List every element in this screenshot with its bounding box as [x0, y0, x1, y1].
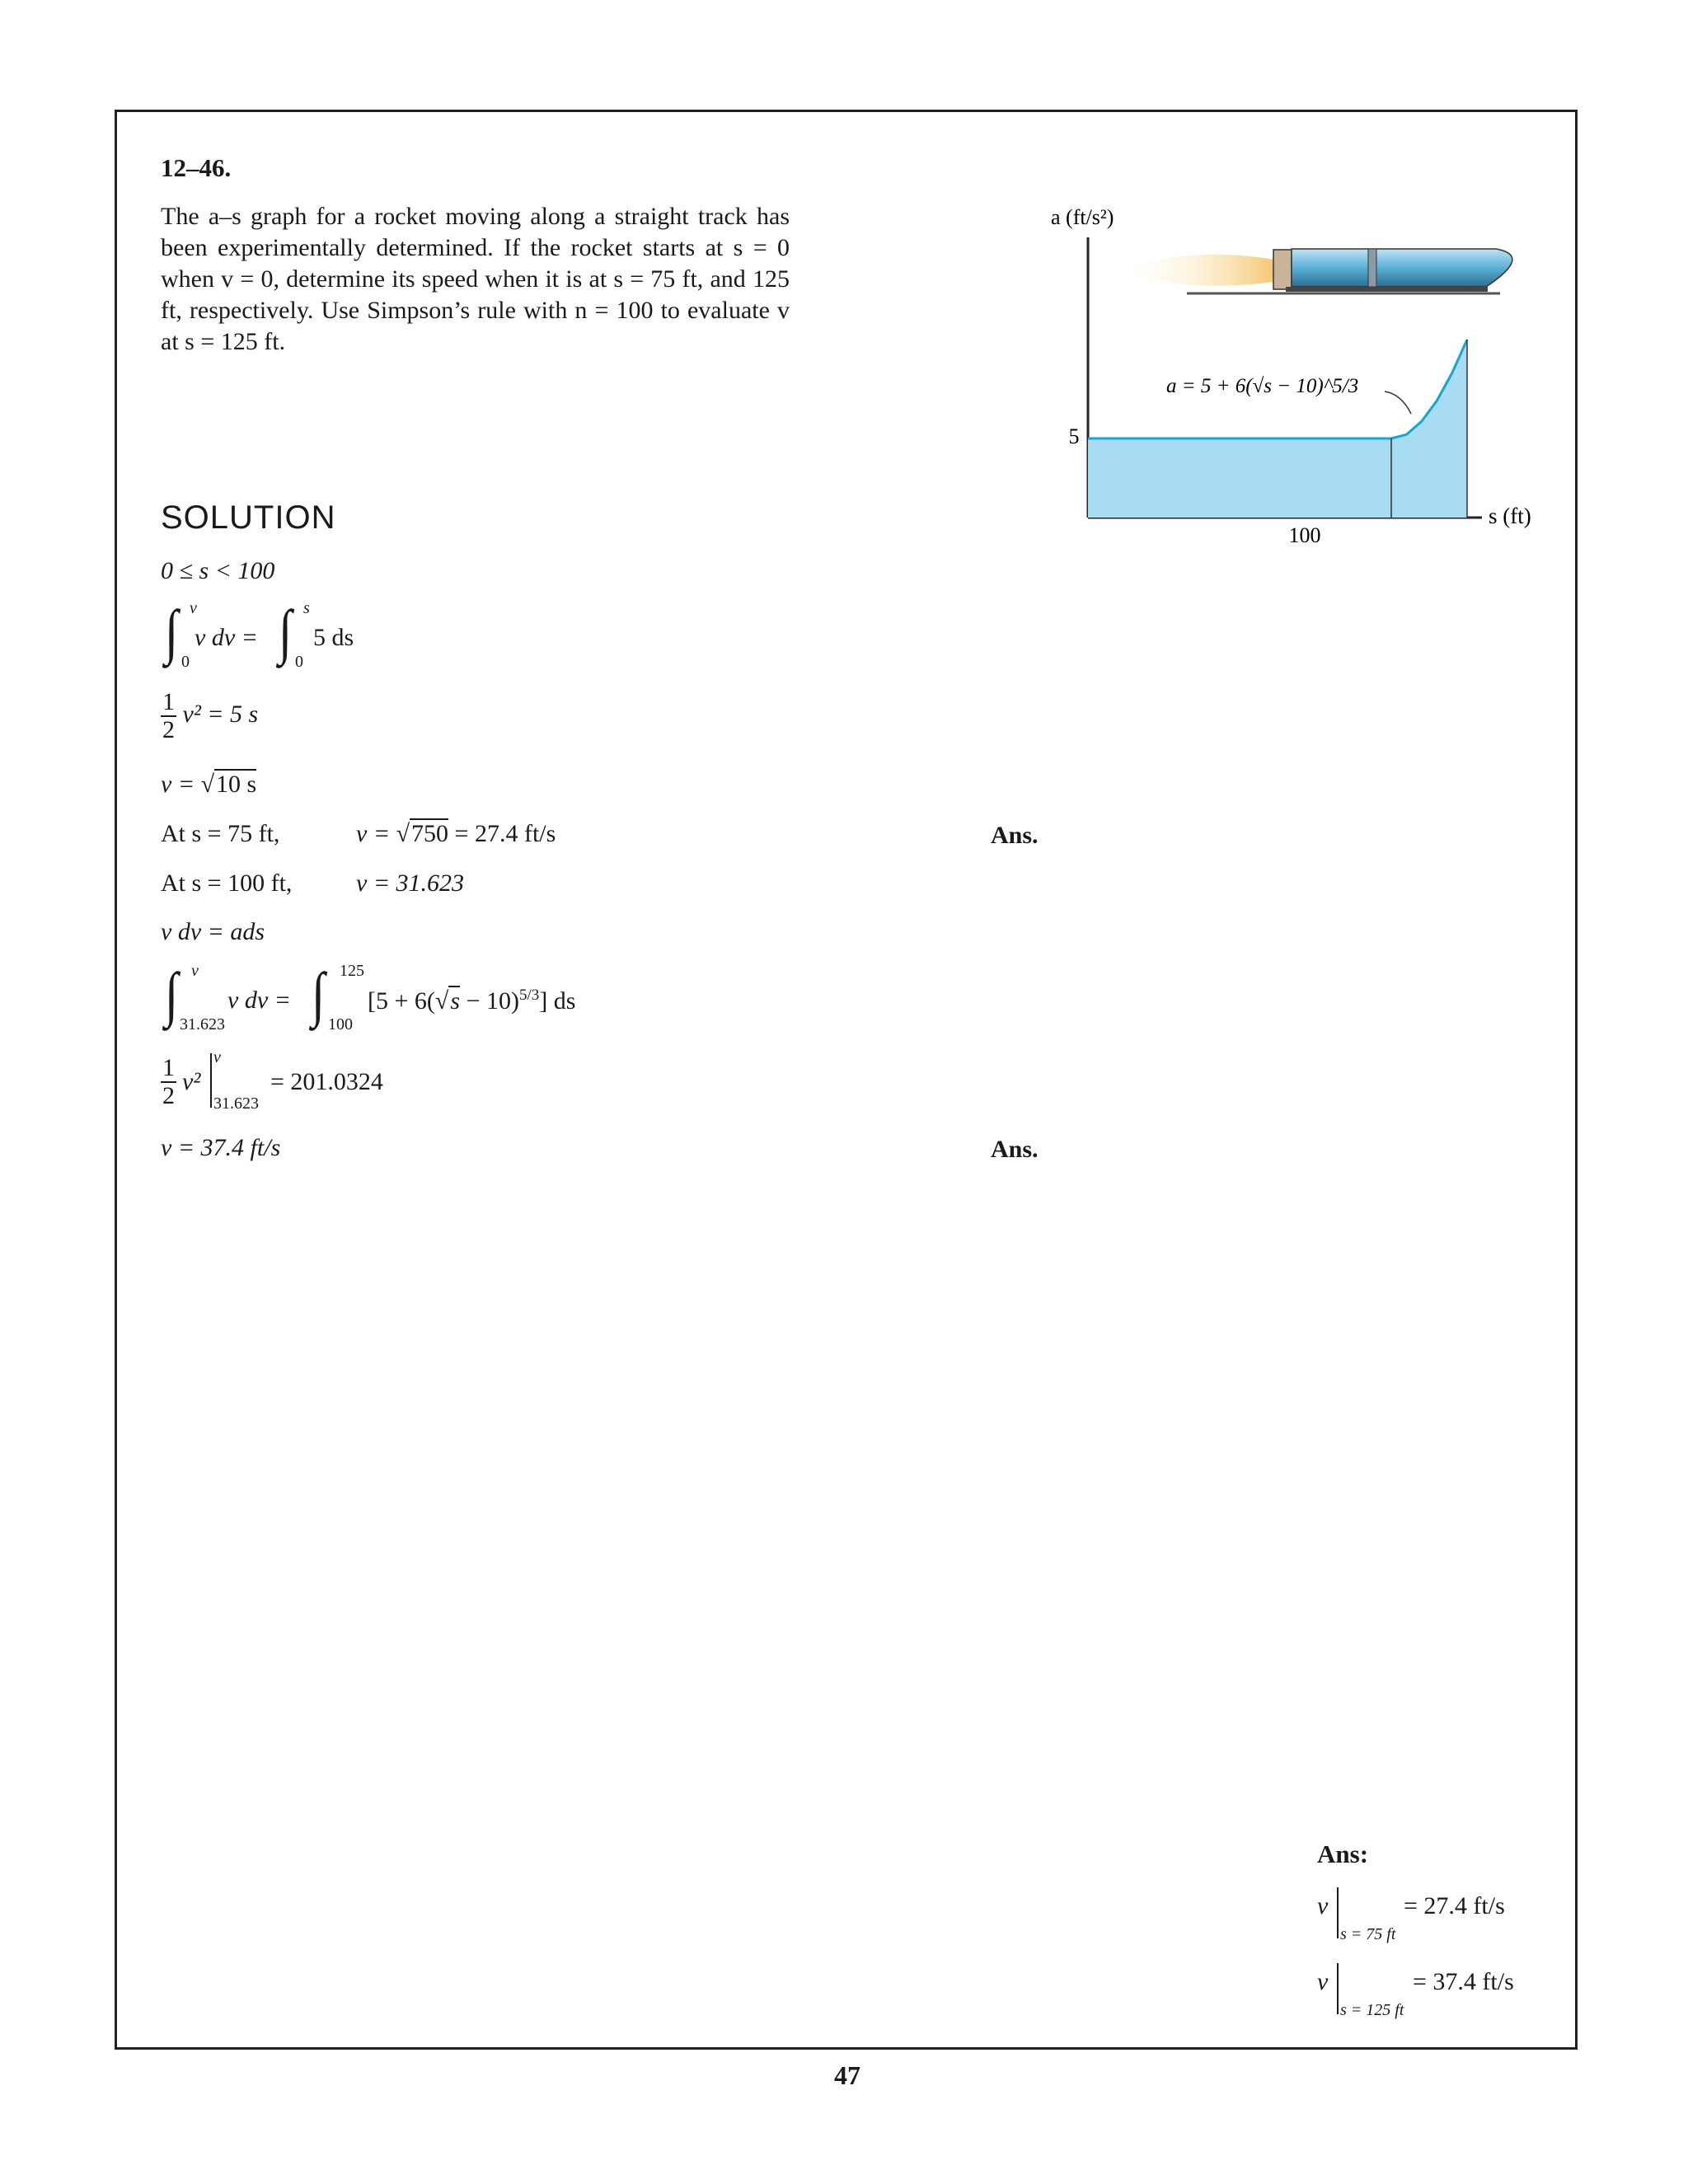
equation-4 — [161, 820, 279, 848]
problem-number: 12–46. — [161, 153, 232, 182]
sqrt-sign: √ — [434, 987, 449, 1015]
equation-5 — [161, 869, 292, 898]
at-condition: At s = 100 ft, — [161, 869, 293, 897]
lower-limit: 0 — [181, 653, 190, 671]
y-tick-label: 5 — [1068, 424, 1080, 448]
x-axis-label: s (ft) — [1489, 504, 1531, 528]
rhs: = 27.4 ft/s — [454, 820, 556, 847]
upper-limit: v — [213, 1048, 221, 1066]
fraction — [161, 1055, 176, 1109]
answer-line-2 — [1317, 1963, 1556, 2029]
denominator: 2 — [162, 1082, 175, 1109]
plot-area — [1088, 340, 1467, 518]
sqrt-sign: √ — [396, 820, 410, 847]
lhs: v = — [161, 771, 195, 798]
ans-marker-1: Ans. — [991, 822, 1039, 849]
exponent: 5/3 — [518, 987, 540, 1004]
curve-equation-label: a = 5 + 6(√s − 10)^5/3 — [1166, 375, 1359, 397]
rocket-illustration — [1131, 249, 1512, 293]
equation-6: v dv = ads — [161, 918, 265, 945]
upper-limit: v — [190, 599, 197, 617]
equation-rest: v² = 5 s — [182, 700, 259, 728]
answer-subscript: s = 75 ft — [1340, 1925, 1396, 1943]
answer-variable: v — [1317, 1892, 1329, 1919]
equation-9: v = 37.4 ft/s — [161, 1134, 281, 1161]
lhs: v = — [356, 820, 391, 847]
range-condition: 0 ≤ s < 100 — [161, 557, 275, 584]
answer-line-1 — [1317, 1887, 1548, 1953]
fraction — [161, 689, 176, 743]
equation-4-result — [356, 820, 556, 848]
evaluation-bar — [1337, 1887, 1339, 1938]
upper-limit: 125 — [340, 962, 364, 980]
curve-label-leader — [1385, 391, 1411, 414]
lower-limit: 0 — [295, 653, 303, 671]
term: v² — [182, 1068, 201, 1095]
y-axis-label: a (ft/s²) — [1051, 205, 1114, 229]
radicand: s — [450, 987, 461, 1015]
bracket-open: [5 + 6( — [368, 987, 435, 1015]
equation-3 — [161, 771, 256, 799]
problem-text: The a–s graph for a rocket moving along a straight track has been experimentally determined. If the rocket starts at s = 0 when v = 0, determine its speed when it is at s = 75 ft, and 125 ft, respectively. Use Simpson’s rule with n = 100 to evaluate v at s = 125 ft. — [161, 203, 790, 355]
numerator: 1 — [162, 688, 175, 715]
at-condition: At s = 75 ft, — [161, 820, 280, 847]
radicand: 10 s — [216, 771, 257, 798]
ans-marker-2: Ans. — [991, 1136, 1039, 1163]
answer-variable: v — [1317, 1968, 1329, 1995]
denominator: 2 — [162, 716, 175, 743]
page-number: 47 — [834, 2060, 860, 2090]
x-tick-label: 100 — [1288, 523, 1321, 547]
lower-limit: 100 — [328, 1015, 353, 1033]
answer-value: = 37.4 ft/s — [1413, 1968, 1514, 1995]
answer-subscript: s = 125 ft — [1340, 2001, 1404, 2019]
equation-2 — [161, 689, 258, 743]
lower-limit: 31.623 — [180, 1015, 225, 1033]
integral-sign: ∫ — [165, 598, 179, 666]
shaded-area — [1088, 340, 1467, 518]
evaluation-bar — [210, 1053, 212, 1108]
bracket-close: − 10) — [466, 987, 519, 1015]
right-integrand — [368, 987, 575, 1015]
rhs: = 201.0324 — [270, 1068, 383, 1095]
integral-sign: ∫ — [279, 598, 293, 666]
sqrt-sign: √ — [200, 771, 215, 798]
integral-sign: ∫ — [165, 961, 179, 1029]
problem-statement — [161, 201, 790, 358]
upper-limit: s — [303, 599, 310, 617]
evaluation-bar — [1337, 1963, 1339, 2014]
radicand: 750 — [411, 820, 449, 847]
upper-limit: v — [191, 962, 199, 980]
left-integrand: v dv = — [195, 624, 258, 651]
bracket-end: ] ds — [539, 987, 576, 1015]
lower-limit: 31.623 — [213, 1094, 259, 1113]
equation-5-result: v = 31.623 — [356, 869, 465, 897]
right-integrand: 5 ds — [313, 624, 354, 651]
integral-sign: ∫ — [312, 961, 326, 1029]
a-s-graph-figure — [1039, 198, 1550, 560]
left-integrand: v dv = — [227, 987, 291, 1014]
numerator: 1 — [162, 1054, 175, 1081]
answer-value: = 27.4 ft/s — [1404, 1892, 1505, 1919]
answer-box-title: Ans: — [1317, 1840, 1369, 1868]
solution-heading: SOLUTION — [161, 499, 336, 536]
